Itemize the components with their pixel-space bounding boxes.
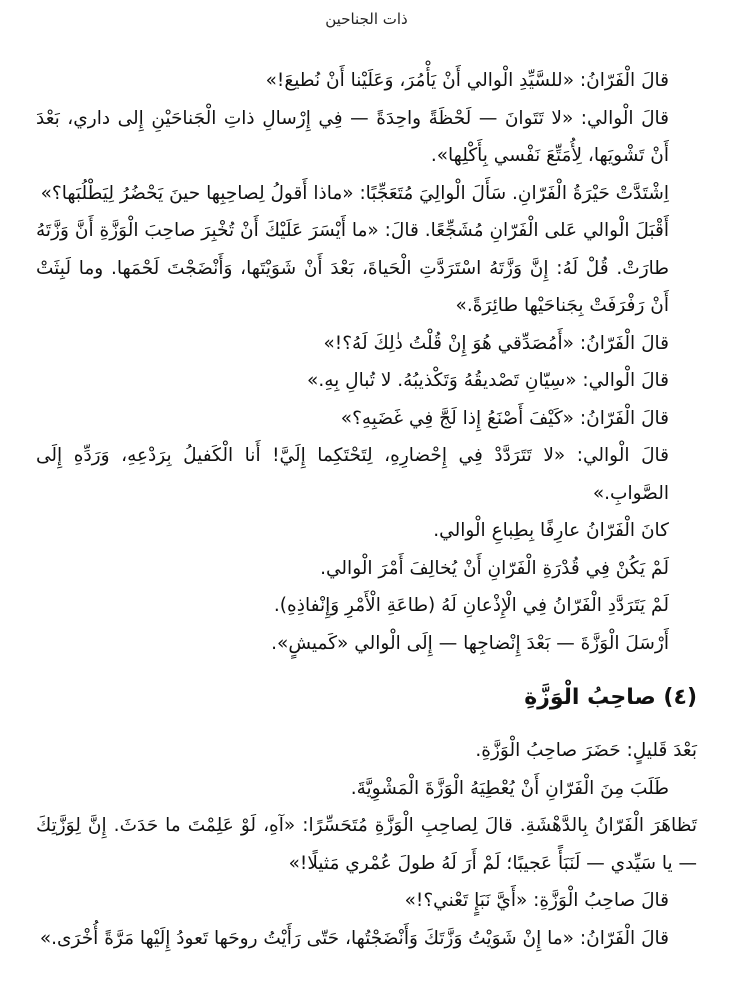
paragraph: تَظاهَرَ الْفَرّانُ بِالدَّهْشَةِ. قالَ لِصاحِبِ الْوَزَّةِ مُتَحَسِّرًا: «آهِ، لَوْ عَلِمْتَ ما حَدَثَ. إِنَّ لِوَزَّتِكَ — يا سَيِّدي — لَنَبَأً عَجيبًا؛ لَمْ أَرَ لَهُ طولَ عُمْري مَثيلًا!» [36, 815, 697, 874]
paragraph: قالَ الْفَرّانُ: «للسَّيِّدِ الْوالي أَنْ يَأْمُرَ، وَعَلَيْنا أَنْ نُطيعَ!» [265, 70, 669, 91]
paragraph: طَلَبَ مِنَ الْفَرّانِ أَنْ يُعْطِيَهُ الْوَزَّةَ الْمَشْوِيَّةَ. [350, 777, 669, 799]
paragraph: قالَ الْفَرّانُ: «أَمُصَدِّقي هُوَ إِنْ قُلْتُ ذٰلِكَ لَهُ؟!» [323, 332, 669, 354]
paragraph: قالَ الْفَرّانُ: «كَيْفَ أَصْنَعُ إِذا لَجَّ فِي غَضَبِهِ؟» [340, 407, 669, 429]
running-header: ذات الجناحين [325, 10, 408, 28]
paragraph: كانَ الْفَرّانُ عارِفًا بِطِباعِ الْوالي. [433, 520, 669, 541]
story-part-2 [36, 732, 697, 957]
paragraph: بَعْدَ قَليلٍ: حَضَرَ صاحِبُ الْوَزَّةِ. [475, 740, 697, 761]
section-heading: (٤) صاحِبُ الْوَزَّةِ [524, 685, 697, 710]
paragraph: لَمْ يَتَرَدَّدِ الْفَرّانُ فِي الْإِذْعانِ لَهُ (طاعَةِ الْأَمْرِ وَإِنْفاذِهِ). [273, 595, 669, 616]
paragraph: لَمْ يَكُنْ فِي قُدْرَةِ الْفَرّانِ أَنْ يُخالِفَ أَمْرَ الْوالي. [320, 557, 669, 579]
paragraph: قالَ الْفَرّانُ: «ما إِنْ شَوَيْتُ وَزَّتَكَ وَأَنْضَجْتُها، حَتّى رَأَيْتُ روحَها تَعودُ إِلَيْها مَرَّةً أُخْرَى.» [39, 927, 669, 949]
paragraph: قالَ الْوالي: «لا تَتَوانَ — لَحْظَةً واحِدَةً — فِي إِرْسالِ ذاتِ الْجَناحَيْنِ إِلى داري، بَعْدَ أَنْ تَشْويَها، لِأُمَتِّعَ نَفْسي بِأَكْلِها». [36, 107, 669, 166]
paragraph: قالَ صاحِبُ الْوَزَّةِ: «أَيَّ نَبَإٍ تَعْني؟!» [404, 890, 669, 911]
paragraph: قالَ الْوالي: «سِيّانِ تَصْديقُهُ وَتَكْذيبُهُ. لا تُبالِ بِهِ.» [307, 370, 669, 391]
story-part-1 [36, 62, 697, 662]
page-content [36, 62, 697, 957]
paragraph: اِشْتَدَّتْ حَيْرَةُ الْفَرّانِ. سَأَلَ الْوالِيَ مُتَعَجِّبًا: «ماذا أَقولُ لِصاحِبِها حينَ يَحْضُرُ لِيَطْلُبَها؟» [40, 182, 669, 204]
paragraph: قالَ الْوالي: «لا تَتَرَدَّدْ فِي إِحْضارِهِ، لِتَحْتَكِما إِلَيَّ! أَنا الْكَفيلُ بِرَدْعِهِ، وَرَدِّهِ إِلَى الصَّوابِ.» [36, 445, 669, 504]
paragraph: أَقْبَلَ الْوالي عَلى الْفَرّانِ مُشَجِّعًا. قالَ: «ما أَيْسَرَ عَلَيْكَ أَنْ تُخْبِرَ صاحِبَ الْوَزَّةِ أَنَّ وَزَّتَهُ طارَتْ. قُلْ لَهُ: إِنَّ وَزَّتَهُ اسْتَرَدَّتِ الْحَياةَ، بَعْدَ أَنْ شَوَيْتَها، وَأَنْضَجْتَ لَحْمَها. وما لَبِثَتْ أَنْ رَفْرَفَتْ بِجَناحَيْها طائِرَةً.» [36, 220, 669, 316]
paragraph: أَرْسَلَ الْوَزَّةَ — بَعْدَ إِنْضاجِها — إِلَى الْوالي «كَميشٍ». [271, 632, 669, 654]
